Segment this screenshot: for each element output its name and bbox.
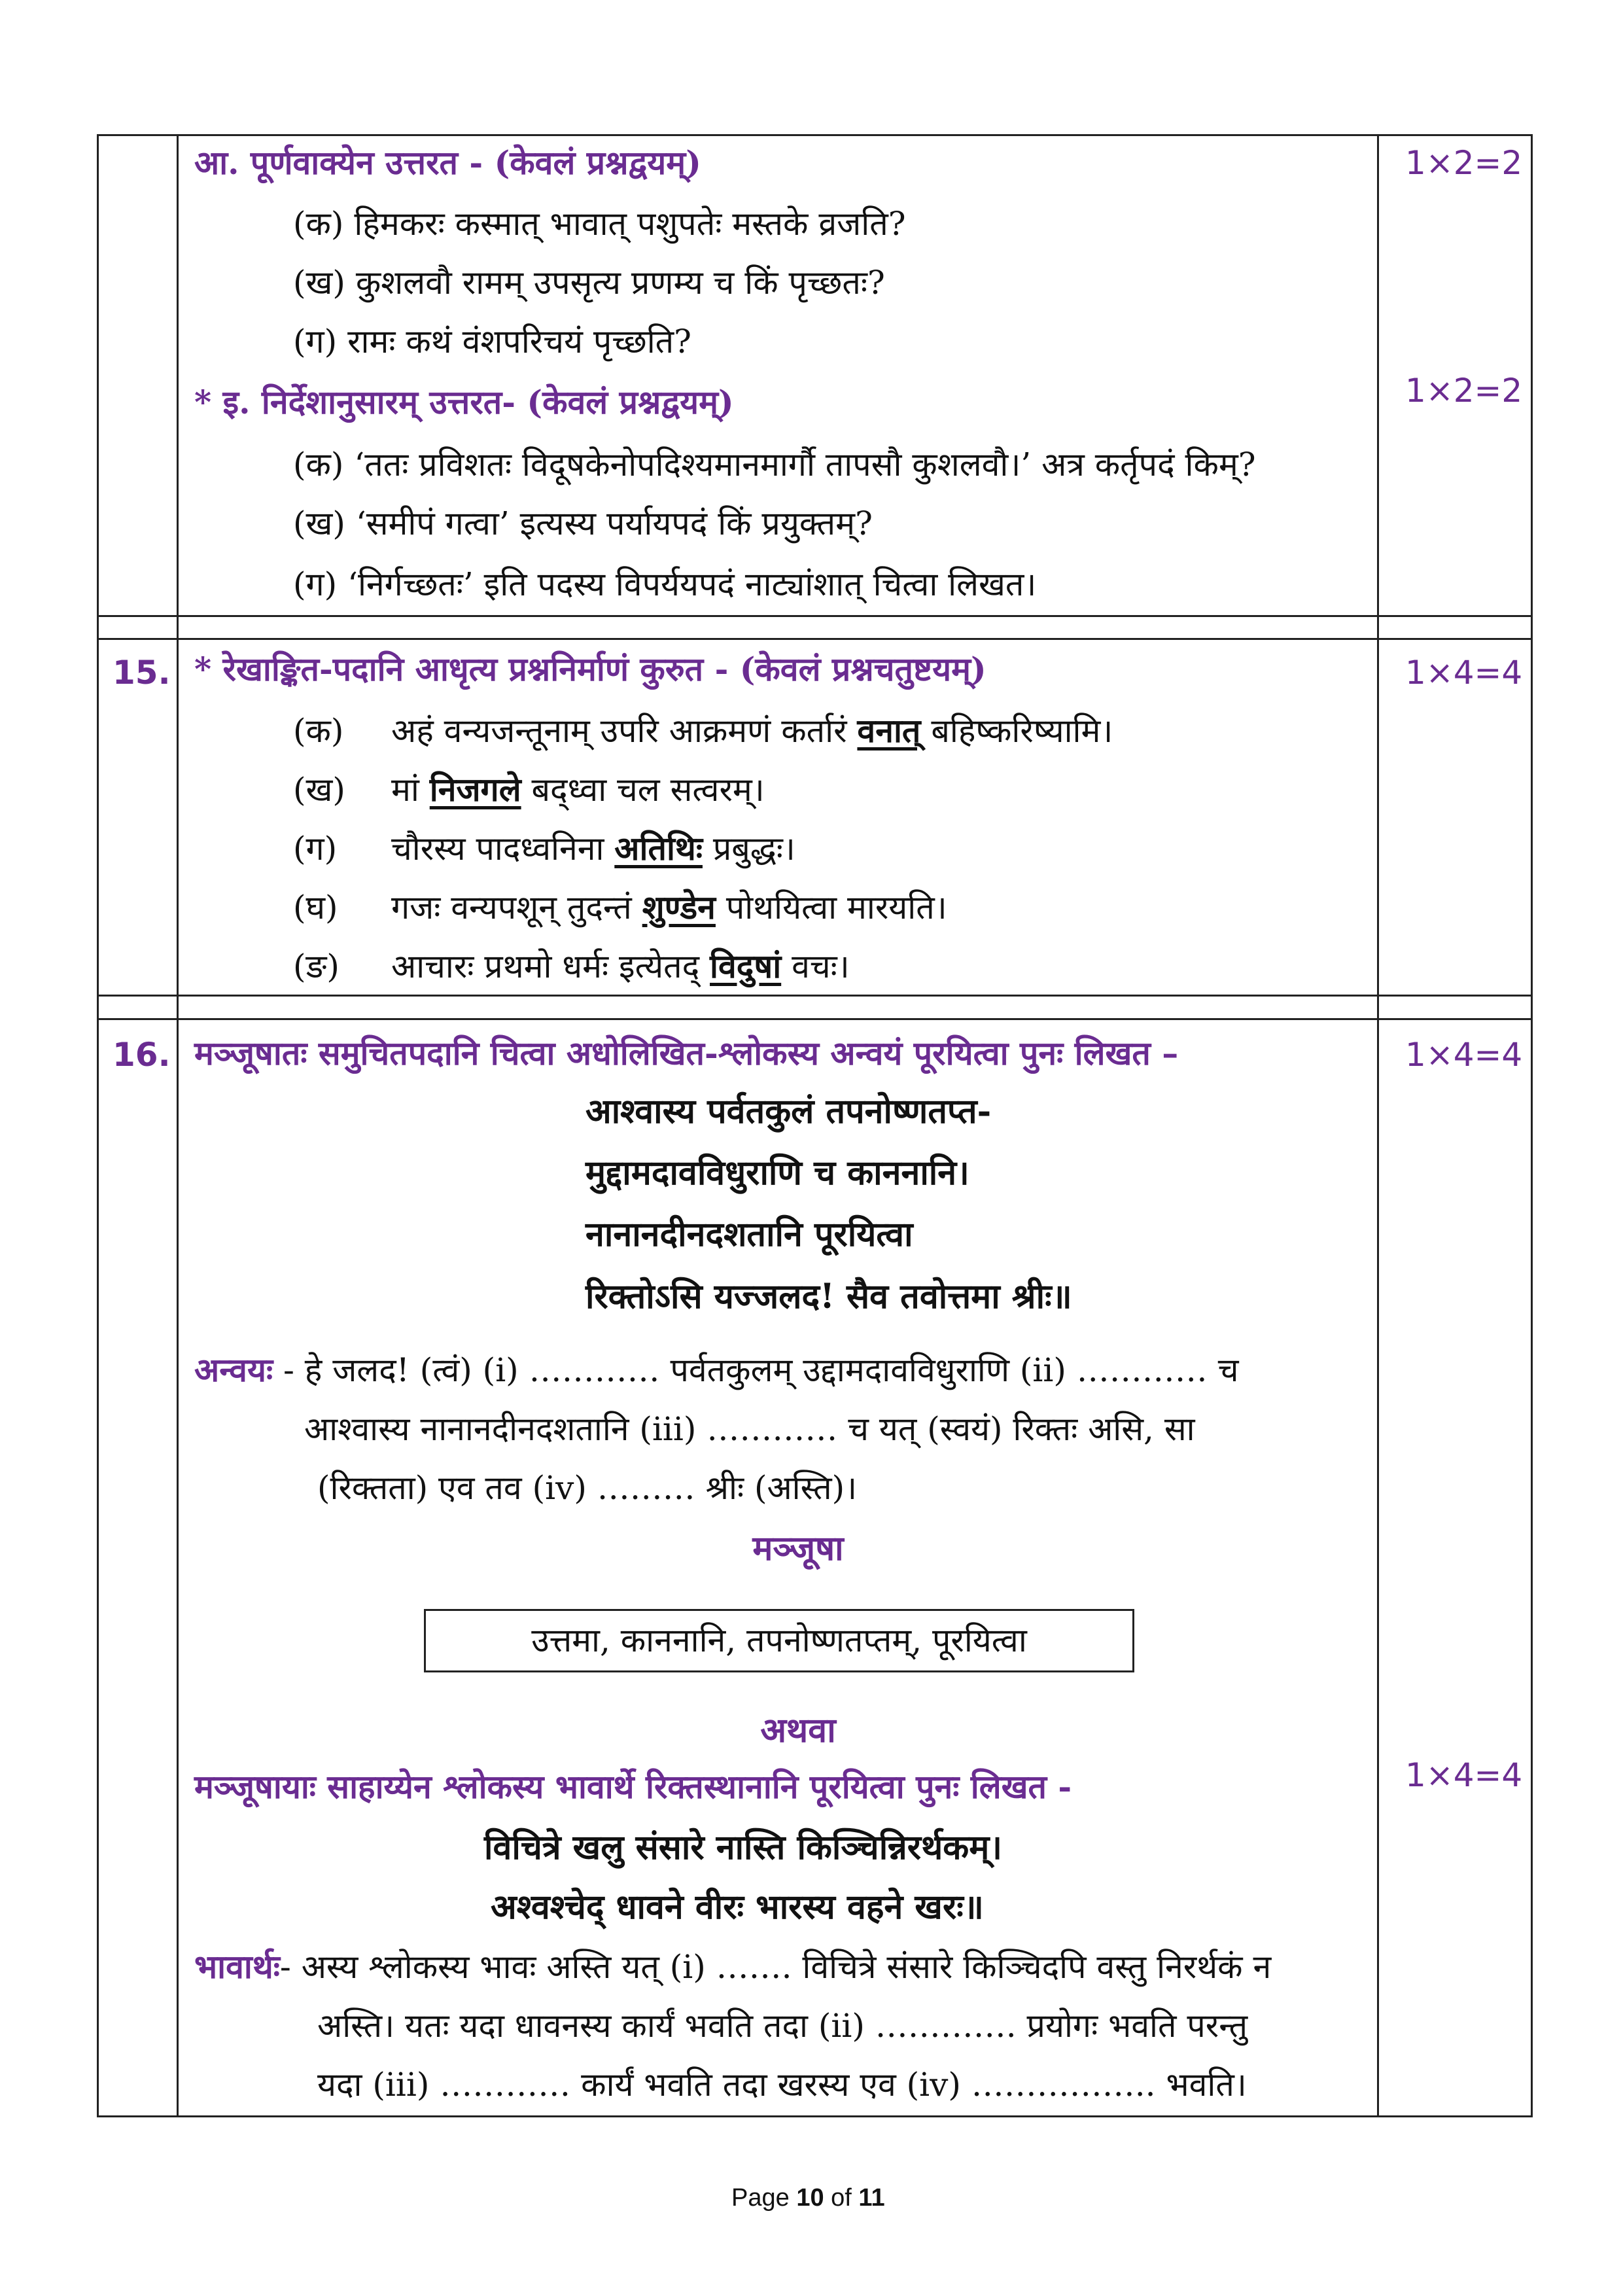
item-text: बहिष्करिष्यामि।: [920, 712, 1113, 750]
table-border-left: [97, 134, 99, 2117]
alt-heading: मञ्जूषायाः साहाय्येन श्लोकस्य भावार्थे रिक्तस्थानानि पूरयित्वा पुनः लिखत -: [194, 1767, 1072, 1806]
table-divider-marks: [1377, 134, 1379, 2117]
footer-middle: of: [824, 2184, 859, 2212]
section-aa-marks: 1×2=2: [1405, 144, 1523, 182]
underlined-word: वनात्: [857, 711, 921, 750]
item-text: ‘निर्गच्छतः’ इति पदस्य विपर्ययपदं नाट्यांशात् चित्वा लिखत।: [347, 565, 1037, 603]
item-text: हिमकरः कस्मात् भावात् पशुपतेः मस्तके व्रजति?: [354, 205, 906, 243]
table-border-top: [97, 134, 1533, 136]
question-number: 15.: [113, 654, 171, 692]
q16-marks: 1×4=4: [1405, 1036, 1523, 1074]
question-item: [293, 829, 795, 868]
bhavartha-line: अस्ति। यतः यदा धावनस्य कार्यं भवति तदा (ii) …………. प्रयोगः भवति परन्तु: [317, 2007, 1248, 2045]
item-text: गजः वन्यपशून् तुदन्तं: [391, 889, 642, 927]
section-aa-heading: आ. पूर्णवाक्येन उत्तरत - (केवलं प्रश्नद्वयम्): [194, 143, 701, 182]
question-item: [293, 263, 885, 302]
verse-line: नानानदीनदशतानि पूरयित्वा: [585, 1214, 913, 1254]
manjusha-title: मञ्जूषा: [752, 1528, 844, 1568]
item-label: (ग): [293, 565, 338, 603]
footer-current-page: 10: [796, 2184, 824, 2212]
item-label: (क): [293, 205, 344, 243]
question-number: 16.: [113, 1036, 171, 1074]
bhavartha-line: [194, 1947, 1271, 1987]
anvaya-line: (रिक्तता) एव तव (iv) ……… श्रीः (अस्ति)।: [317, 1469, 858, 1507]
question-item: [293, 565, 1036, 604]
verse-line: रिक्तोऽसि यज्जलद! सैव तवोत्तमा श्रीः॥: [585, 1277, 1072, 1316]
item-label: (क): [293, 446, 344, 484]
anvaya-line: आश्वास्य नानानदीनदशतानि (iii) ………… च यत् (स्वयं) रिक्तः असि, सा: [304, 1410, 1195, 1448]
item-text: प्रबुद्धः।: [702, 830, 795, 868]
item-text: चौरस्य पादध्वनिना: [391, 830, 615, 868]
question-item: [293, 947, 850, 986]
anvaya-label: अन्वयः: [194, 1351, 273, 1389]
row-separator: [97, 1018, 1533, 1020]
verse-line: विचित्रे खलु संसारे नास्ति किञ्चिन्निरर्थकम्।: [484, 1828, 1003, 1867]
alt-marks: 1×4=4: [1405, 1756, 1523, 1794]
item-label: (घ): [293, 889, 338, 927]
item-label: (ख): [293, 504, 345, 542]
q15-heading: * रेखाङ्कित-पदानि आधृत्य प्रश्ननिर्माणं कुरुत - (केवलं प्रश्नचतुष्टयम्): [194, 650, 986, 688]
underlined-word: निजगले: [429, 770, 521, 809]
item-label: (क): [293, 712, 344, 750]
item-label: (ग): [293, 323, 338, 361]
section-i-marks: 1×2=2: [1405, 372, 1523, 410]
table-divider-qnum: [177, 134, 179, 2117]
question-item: [293, 504, 873, 543]
verse-line: आश्वास्य पर्वतकुलं तपनोष्णतप्त-: [585, 1091, 992, 1131]
question-item: [293, 204, 906, 243]
athava-label: अथवा: [760, 1710, 836, 1750]
anvaya-text: - हे जलद! (त्वं) (i) ………… पर्वतकुलम् उद्दामदावविधुराणि (ii) ………… च: [273, 1351, 1239, 1389]
item-text: ‘समीपं गत्वा’ इत्यस्य पर्यायपदं किं प्रयुक्तम्?: [355, 504, 873, 542]
row-separator: [97, 615, 1533, 617]
item-text: कुशलवौ रामम् उपसृत्य प्रणम्य च किं पृच्छतः?: [355, 264, 885, 302]
row-separator: [97, 638, 1533, 640]
underlined-word: शुण्डेन: [642, 888, 716, 927]
item-text: मां: [391, 771, 430, 809]
page-footer: [731, 2184, 885, 2212]
item-text: अहं वन्यजन्तूनाम् उपरि आक्रमणं कर्तारं: [391, 712, 858, 750]
bhavartha-text: - अस्य श्लोकस्य भावः अस्ति यत् (i) ……. विचित्रे संसारे किञ्चिदपि वस्तु निरर्थकं न: [279, 1948, 1272, 1986]
table-border-right: [1531, 134, 1533, 2117]
table-border-bottom: [97, 2115, 1533, 2117]
question-item: [293, 711, 1113, 751]
footer-total-pages: 11: [858, 2184, 885, 2212]
question-item: [293, 445, 1256, 484]
item-label: (ख): [293, 771, 345, 809]
bhavartha-label: भावार्थः: [194, 1947, 280, 1986]
underlined-word: अतिथिः: [614, 829, 703, 868]
manjusha-box: [424, 1609, 1134, 1672]
row-separator: [97, 995, 1533, 997]
q15-marks: 1×4=4: [1405, 654, 1523, 692]
item-label: (ङ): [293, 947, 340, 985]
question-item: [293, 770, 765, 809]
verse-line: अश्वश्चेद् धावने वीरः भारस्य वहने खरः॥: [491, 1887, 984, 1927]
question-item: [293, 322, 691, 361]
anvaya-line: [194, 1351, 1238, 1390]
section-i-heading: * इ. निर्देशानुसारम् उत्तरत- (केवलं प्रश्नद्वयम्): [194, 383, 734, 421]
item-text: ‘ततः प्रविशतः विदूषकेनोपदिश्यमानमार्गौ तापसौ कुशलवौ।’ अत्र कर्तृपदं किम्?: [354, 446, 1256, 484]
manjusha-words: उत्तमा, काननानि, तपनोष्णतप्तम्, पूरयित्वा: [531, 1621, 1027, 1659]
verse-line: मुद्दामदावविधुराणि च काननानि।: [585, 1153, 969, 1193]
footer-prefix: Page: [731, 2184, 797, 2212]
item-label: (ग): [293, 830, 338, 868]
item-text: आचारः प्रथमो धर्मः इत्येतद्: [391, 947, 710, 985]
underlined-word: विदुषां: [710, 947, 782, 985]
item-label: (ख): [293, 264, 345, 302]
bhavartha-line: यदा (iii) ………… कार्यं भवति तदा खरस्य एव (iv) …………….. भवति।: [317, 2066, 1247, 2104]
item-text: वचः।: [781, 947, 850, 985]
question-item: [293, 888, 947, 927]
item-text: पोथयित्वा मारयति।: [715, 889, 947, 927]
item-text: रामः कथं वंशपरिचयं पृच्छति?: [347, 323, 691, 361]
q16-heading: मञ्जूषातः समुचितपदानि चित्वा अधोलिखित-श्लोकस्य अन्वयं पूरयित्वा पुनः लिखत –: [194, 1034, 1179, 1072]
item-text: बद्ध्वा चल सत्वरम्।: [521, 771, 765, 809]
